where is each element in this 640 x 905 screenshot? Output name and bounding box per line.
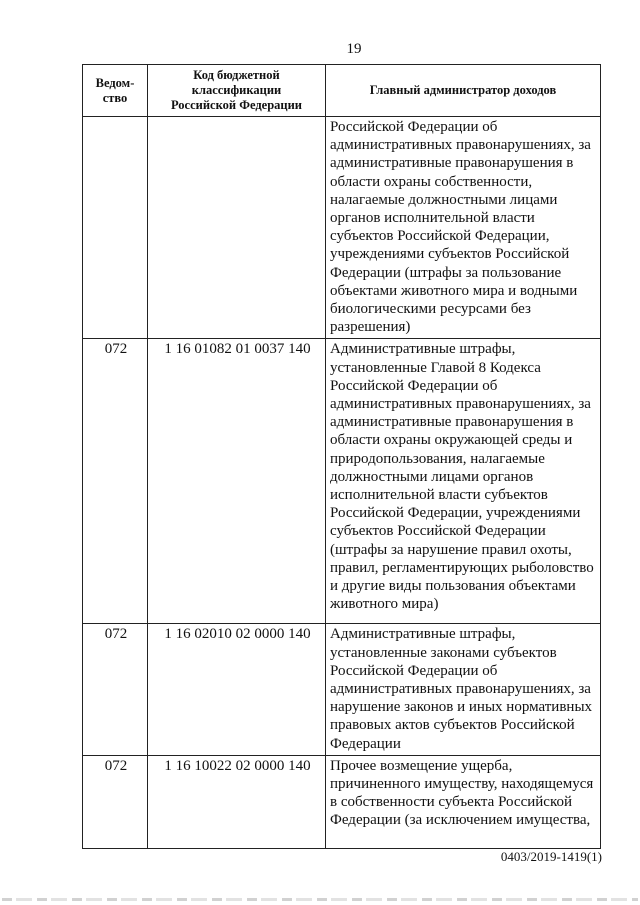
department-cell: 072: [83, 624, 148, 755]
department-cell: [83, 117, 148, 339]
budget-code-cell: 1 16 01082 01 0037 140: [148, 339, 326, 624]
table-row: [83, 117, 601, 339]
header-budget-code: Код бюджетной классификации Российской Федерации: [148, 65, 326, 117]
scan-edge-artifact: [2, 898, 638, 901]
description-cell: Прочее возмещение ущерба, причиненного имуществу, находящемуся в собственности субъекта Российской Федерации (за исключением имущества,: [326, 755, 601, 848]
department-cell: 072: [83, 755, 148, 848]
description-cell: Административные штрафы, установленные законами субъектов Российской Федерации об административных правонарушениях, за нарушение законов и иных нормативных правовых актов субъектов Российской Федерации: [326, 624, 601, 755]
description-cell: Административные штрафы, установленные Главой 8 Кодекса Российской Федерации об административных правонарушениях, за административные правонарушения в области охраны окружающей среды и природопользования, налагаемые должностными лицами органов исполнительной власти субъектов Российской Федерации, учреждениями субъектов Российской Федерации (штрафы за нарушение правил охоты, правил, регламентирующих рыболовство и другие виды пользования объектами животного мира): [326, 339, 601, 624]
description-cell: Российской Федерации об административных правонарушениях, за административные правонарушения в области охраны собственности, налагаемые должностными лицами органов исполнительной власти субъектов Российской Федерации, учреждениями субъектов Российской Федерации (штрафы за пользование объектами животного мира и водными биологическими ресурсами без разрешения): [326, 117, 601, 339]
department-cell: 072: [83, 339, 148, 624]
budget-code-cell: [148, 117, 326, 339]
budget-classification-table: [82, 64, 601, 849]
table-row: [83, 339, 601, 624]
table-row: [83, 624, 601, 755]
document-reference-code: 0403/2019-1419(1): [500, 849, 602, 864]
table-header-row: [83, 65, 601, 117]
page-number: 19: [346, 41, 362, 57]
budget-code-cell: 1 16 10022 02 0000 140: [148, 755, 326, 848]
header-department: Ведом- ство: [83, 65, 148, 117]
table-row: [83, 755, 601, 848]
budget-code-cell: 1 16 02010 02 0000 140: [148, 624, 326, 755]
header-administrator: Главный администратор доходов: [326, 65, 601, 117]
